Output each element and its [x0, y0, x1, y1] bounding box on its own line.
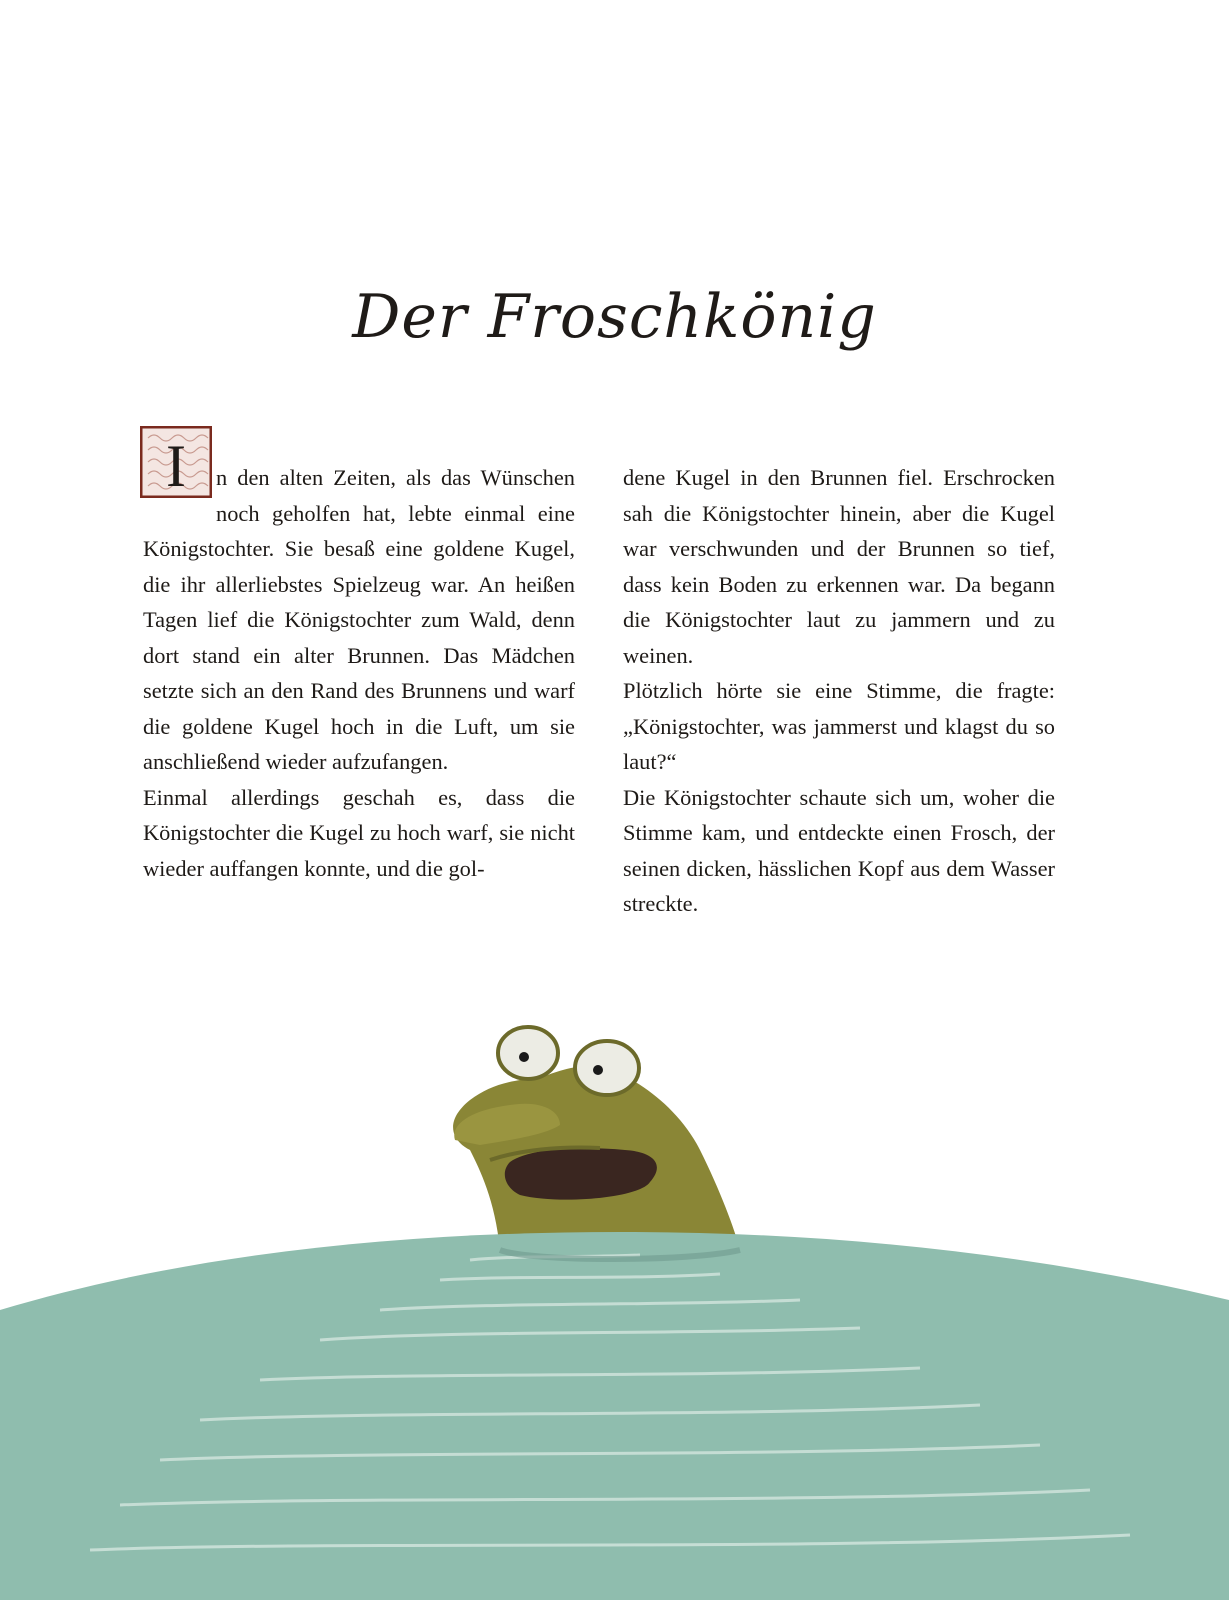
- paragraph-3: dene Kugel in den Brunnen fiel. Erschrocken sah die Königstochter hinein, aber die Kugel war verschwunden und der Brunnen so tief, dass kein Boden zu erkennen war. Da begann die Königstochter laut zu jammern und zu weinen.: [623, 465, 1055, 668]
- page-title: Der Froschkönig: [352, 282, 877, 352]
- frog-head: [453, 1027, 740, 1250]
- drop-cap: [140, 426, 212, 498]
- paragraph-1-text: n den alten Zeiten, als das Wünschen noch geholfen hat, lebte einmal eine Königstochter. Sie besaß eine goldene Kugel, die ihr allerliebstes Spielzeug war. An heißen Tagen lief die Königstochter zum Wald, denn dort stand ein alter Brunnen. Das Mädchen setzte sich an den Rand des Brunnens und warf die goldene Kugel hoch in die Luft, um sie anschließend wieder aufzufangen.: [143, 465, 575, 774]
- frog-in-water-illustration: [0, 1000, 1229, 1600]
- text-column-left: [143, 433, 575, 886]
- paragraph-2: Einmal allerdings geschah es, dass die Königstochter die Kugel zu hoch warf, sie nicht wieder auffangen konnte, und die gol-: [143, 784, 575, 881]
- paragraph-1: [143, 433, 575, 780]
- paragraph-4: Plötzlich hörte sie eine Stimme, die fragte: „Königstochter, was jammerst und klagst du so laut?“: [623, 678, 1055, 774]
- paragraph-5: Die Königstochter schaute sich um, woher die Stimme kam, und entdeckte einen Frosch, der seinen dicken, hässlichen Kopf aus dem Wasser streckte.: [623, 784, 1055, 916]
- drop-cap-letter: I: [166, 433, 186, 498]
- text-column-right: [623, 460, 1055, 922]
